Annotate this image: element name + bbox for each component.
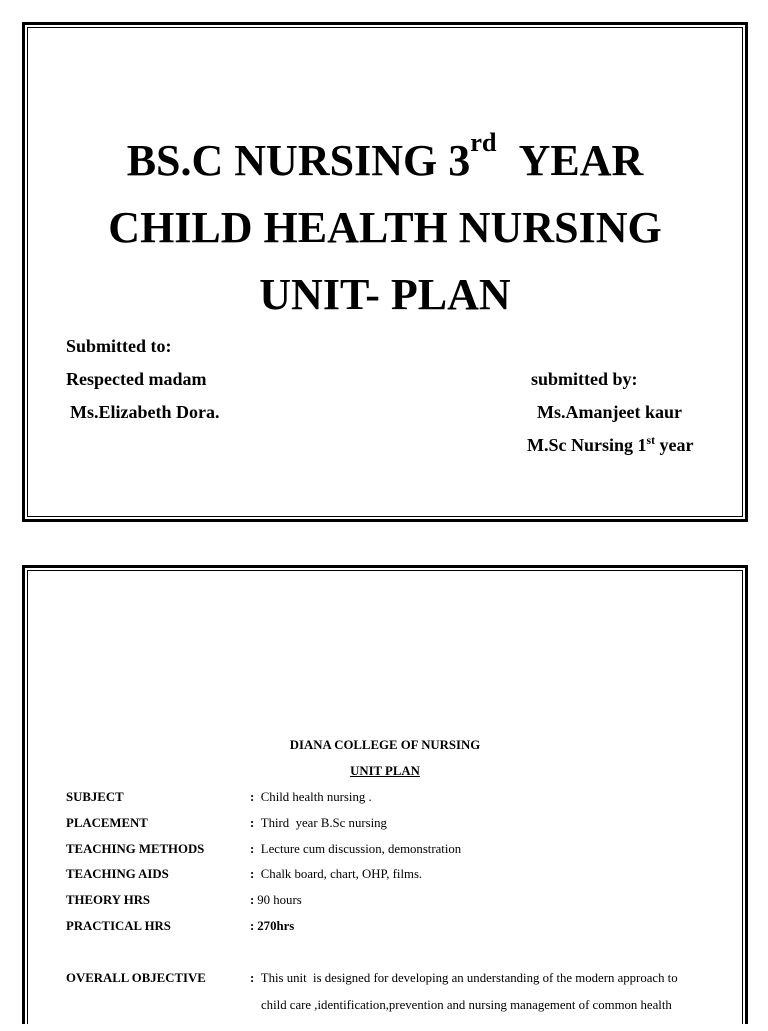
overall-objective-label: OVERALL OBJECTIVE	[66, 971, 206, 985]
submitted-to-name: Ms.Elizabeth Dora.	[70, 402, 220, 422]
separator: :	[250, 919, 255, 933]
detail-label: TEACHING METHODS	[66, 842, 205, 856]
detail-row-teaching-aids	[22, 867, 722, 882]
submitted-by-course	[527, 435, 693, 458]
cover-page	[22, 22, 748, 522]
detail-label: TEACHING AIDS	[66, 867, 169, 881]
overall-objective-line-1: This unit is designed for developing an understanding of the modern approach to	[260, 971, 678, 985]
detail-value-group	[250, 816, 387, 831]
title-line-3: UNIT- PLAN	[259, 270, 511, 319]
detail-label: THEORY HRS	[66, 893, 151, 907]
detail-value: 90 hours	[257, 893, 302, 907]
detail-value-group	[250, 919, 294, 934]
separator: :	[250, 816, 255, 830]
separator: :	[250, 867, 255, 881]
unit-plan-page	[22, 565, 748, 1024]
overall-objective-value-group	[250, 971, 678, 986]
detail-label: PRACTICAL HRS	[66, 919, 171, 933]
detail-row-subject	[22, 790, 722, 805]
detail-row-practical-hours	[22, 919, 722, 934]
title-line-1-superscript: rd	[470, 127, 497, 158]
title-line-1	[22, 127, 748, 191]
detail-value: Lecture cum discussion, demonstration	[260, 842, 462, 856]
course-text: M.Sc Nursing 1	[527, 435, 647, 455]
overall-objective-row	[22, 971, 722, 986]
detail-value: 270hrs	[257, 919, 295, 933]
detail-value-group	[250, 867, 422, 882]
separator: :	[250, 971, 255, 985]
detail-label: PLACEMENT	[66, 816, 148, 830]
submitted-to-salutation: Respected madam	[66, 369, 207, 389]
overall-objective-line-2: child care ,identification,prevention and nursing management of common health	[261, 998, 672, 1012]
detail-row-theory-hours	[22, 893, 722, 908]
detail-value-group	[250, 893, 302, 908]
unit-plan-heading	[22, 764, 748, 779]
detail-row-placement	[22, 816, 722, 831]
detail-value: Chalk board, chart, OHP, films.	[260, 867, 423, 881]
unit-plan-heading-text: UNIT PLAN	[350, 764, 420, 778]
detail-value: Third year B.Sc nursing	[260, 816, 387, 830]
title-line-1-end: YEAR	[518, 136, 644, 185]
submitted-by-name: Ms.Amanjeet kaur	[537, 402, 682, 422]
detail-label: SUBJECT	[66, 790, 124, 804]
course-end: year	[659, 435, 694, 455]
title-line-2: CHILD HEALTH NURSING	[108, 203, 662, 252]
detail-row-teaching-methods	[22, 842, 722, 857]
separator: :	[250, 842, 255, 856]
separator: :	[250, 790, 255, 804]
submitted-to-label: Submitted to:	[66, 336, 172, 356]
detail-value: Child health nursing .	[260, 790, 372, 804]
course-superscript: st	[646, 433, 655, 447]
submitted-by-label: submitted by:	[531, 369, 638, 389]
detail-value-group	[250, 842, 461, 857]
college-name: DIANA COLLEGE OF NURSING	[289, 738, 481, 752]
title-line-1-text: BS.C NURSING 3	[126, 136, 471, 185]
separator: :	[250, 893, 255, 907]
detail-value-group	[250, 790, 372, 805]
